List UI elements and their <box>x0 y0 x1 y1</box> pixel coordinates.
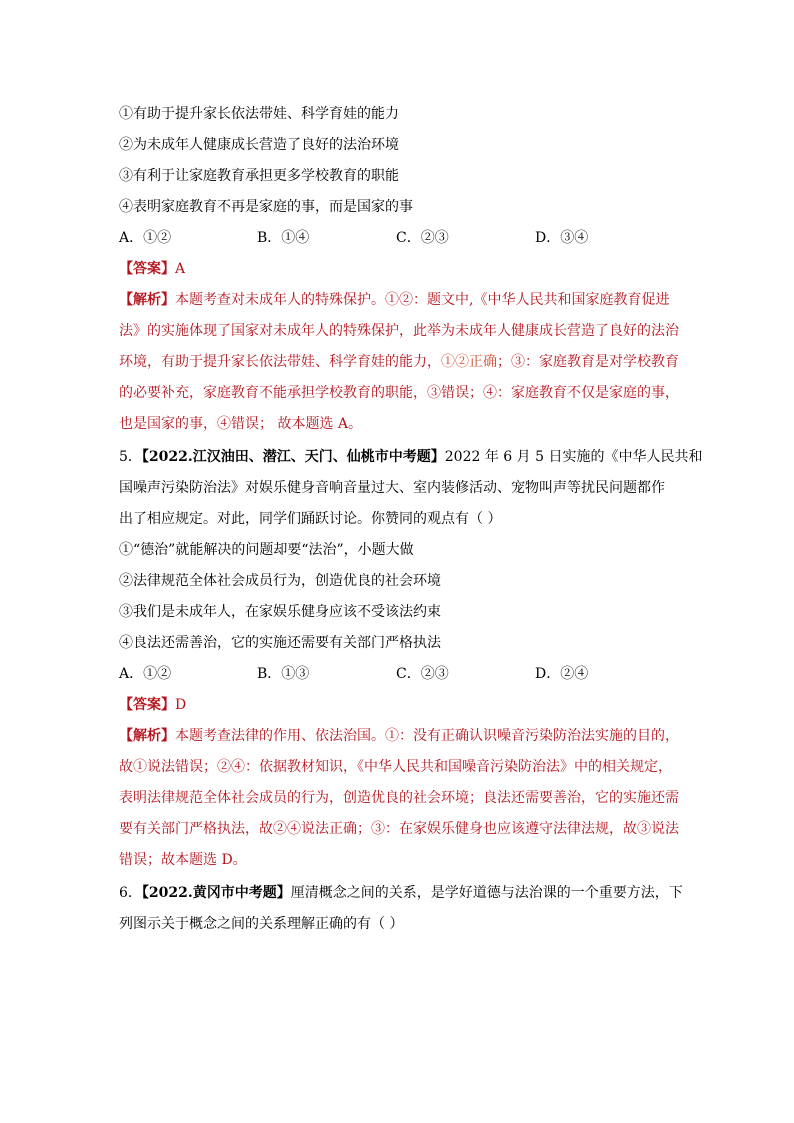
q4-item-1: ①有助于提升家长依法带娃、科学育娃的能力 <box>119 106 399 122</box>
q4-analysis-text-3c: ；③：家庭教育是对学校教育 <box>497 354 679 370</box>
q5-item-1: ①“德治”就能解决的问题却要“法治”，小题大做 <box>119 542 414 558</box>
q4-option-c: C．②③ <box>396 230 449 246</box>
q4-analysis-line-4: 的必要补充，家庭教育不能承担学校教育的职能，③错误；④：家庭教育不仅是家庭的事， <box>119 385 679 401</box>
q5-number: 5． <box>119 449 142 465</box>
q5-answer <box>119 695 679 715</box>
q4-analysis-text-3b: ①②正确 <box>441 354 497 370</box>
q5-option-c: C．②③ <box>396 666 449 682</box>
q5-analysis-text-1: 本题考查法律的作用、依法治国。①：没有正确认识噪音污染防治法实施的目的， <box>175 728 679 744</box>
q5-option-d: D．②④ <box>535 666 589 682</box>
q4-analysis-line-3 <box>119 352 679 372</box>
q5-item-3: ③我们是未成年人，在家娱乐健身应该不受该法约束 <box>119 604 441 620</box>
q6-source: 【2022.黄冈市中考题】 <box>141 885 291 901</box>
q5-stem-line-3: 出了相应规定。对此，同学们踊跃讨论。你赞同的观点有（ ） <box>119 511 502 527</box>
q4-analysis-line-2: 法》的实施体现了国家对未成年人的特殊保护，此举为未成年人健康成长营造了良好的法治 <box>119 323 679 339</box>
q4-item-4: ④表明家庭教育不再是家庭的事，而是国家的事 <box>119 199 413 215</box>
q4-option-b: B．①④ <box>257 230 310 246</box>
q5-analysis-line-2: 故①说法错误；②④：依据教材知识，《中华人民共和国噪音污染防治法》中的相关规定， <box>119 759 672 775</box>
q5-stem-line-1 <box>119 447 703 467</box>
q6-stem-text-1: 厘清概念之间的关系，是学好道德与法治课的一个重要方法，下 <box>290 885 683 901</box>
q4-item-2: ②为未成年人健康成长营造了良好的法治环境 <box>119 137 399 153</box>
q5-option-a: A．①② <box>119 666 172 682</box>
q5-option-b: B．①③ <box>257 666 310 682</box>
q4-item-3: ③有利于让家庭教育承担更多学校教育的职能 <box>119 168 399 184</box>
q4-analysis-text-1: 本题考查对未成年人的特殊保护。①②：题文中,《中华人民共和国家庭教育促进 <box>175 292 670 308</box>
q5-answer-value: D <box>175 697 187 713</box>
q5-answer-tag: 【答案】 <box>119 697 175 713</box>
q4-option-a: A．①② <box>119 230 172 246</box>
q5-item-2: ②法律规范全体社会成员行为，创造优良的社会环境 <box>119 573 441 589</box>
q4-option-d: D．③④ <box>535 230 589 246</box>
q6-stem-line-1 <box>119 883 683 903</box>
q4-analysis-line-5: 也是国家的事，④错误； 故本题选 A。 <box>119 416 363 432</box>
q5-analysis-tag: 【解析】 <box>119 728 175 744</box>
q5-analysis-line-1 <box>119 726 679 746</box>
q6-number: 6． <box>119 885 142 901</box>
q5-stem-line-2: 国噪声污染防治法》对娱乐健身音响音量过大、室内装修活动、宠物叫声等扰民问题都作 <box>119 480 665 496</box>
q4-analysis-line-1 <box>119 290 679 310</box>
q5-stem-text-1: 2022 年 6 月 5 日实施的《中华人民共和 <box>444 449 703 465</box>
q4-answer-value: A <box>175 261 186 277</box>
q5-item-4: ④良法还需善治，它的实施还需要有关部门严格执法 <box>119 635 441 651</box>
q5-source: 【2022.江汉油田、潜江、天门、仙桃市中考题】 <box>141 449 445 465</box>
q4-answer-tag: 【答案】 <box>119 261 175 277</box>
q4-analysis-text-3a: 环境，有助于提升家长依法带娃、科学育娃的能力， <box>119 354 441 370</box>
q5-analysis-line-4: 要有关部门严格执法，故②④说法正确；③：在家娱乐健身也应该遵守法律法规，故③说法 <box>119 821 679 837</box>
q6-stem-line-2: 列图示关于概念之间的关系理解正确的有（ ） <box>119 916 404 932</box>
q4-analysis-tag: 【解析】 <box>119 292 175 308</box>
q4-answer <box>119 259 679 279</box>
q5-analysis-line-3: 表明法律规范全体社会成员的行为，创造优良的社会环境；良法还需要善治，它的实施还需 <box>119 790 679 806</box>
q5-analysis-line-5: 错误；故本题选 D。 <box>119 852 247 868</box>
